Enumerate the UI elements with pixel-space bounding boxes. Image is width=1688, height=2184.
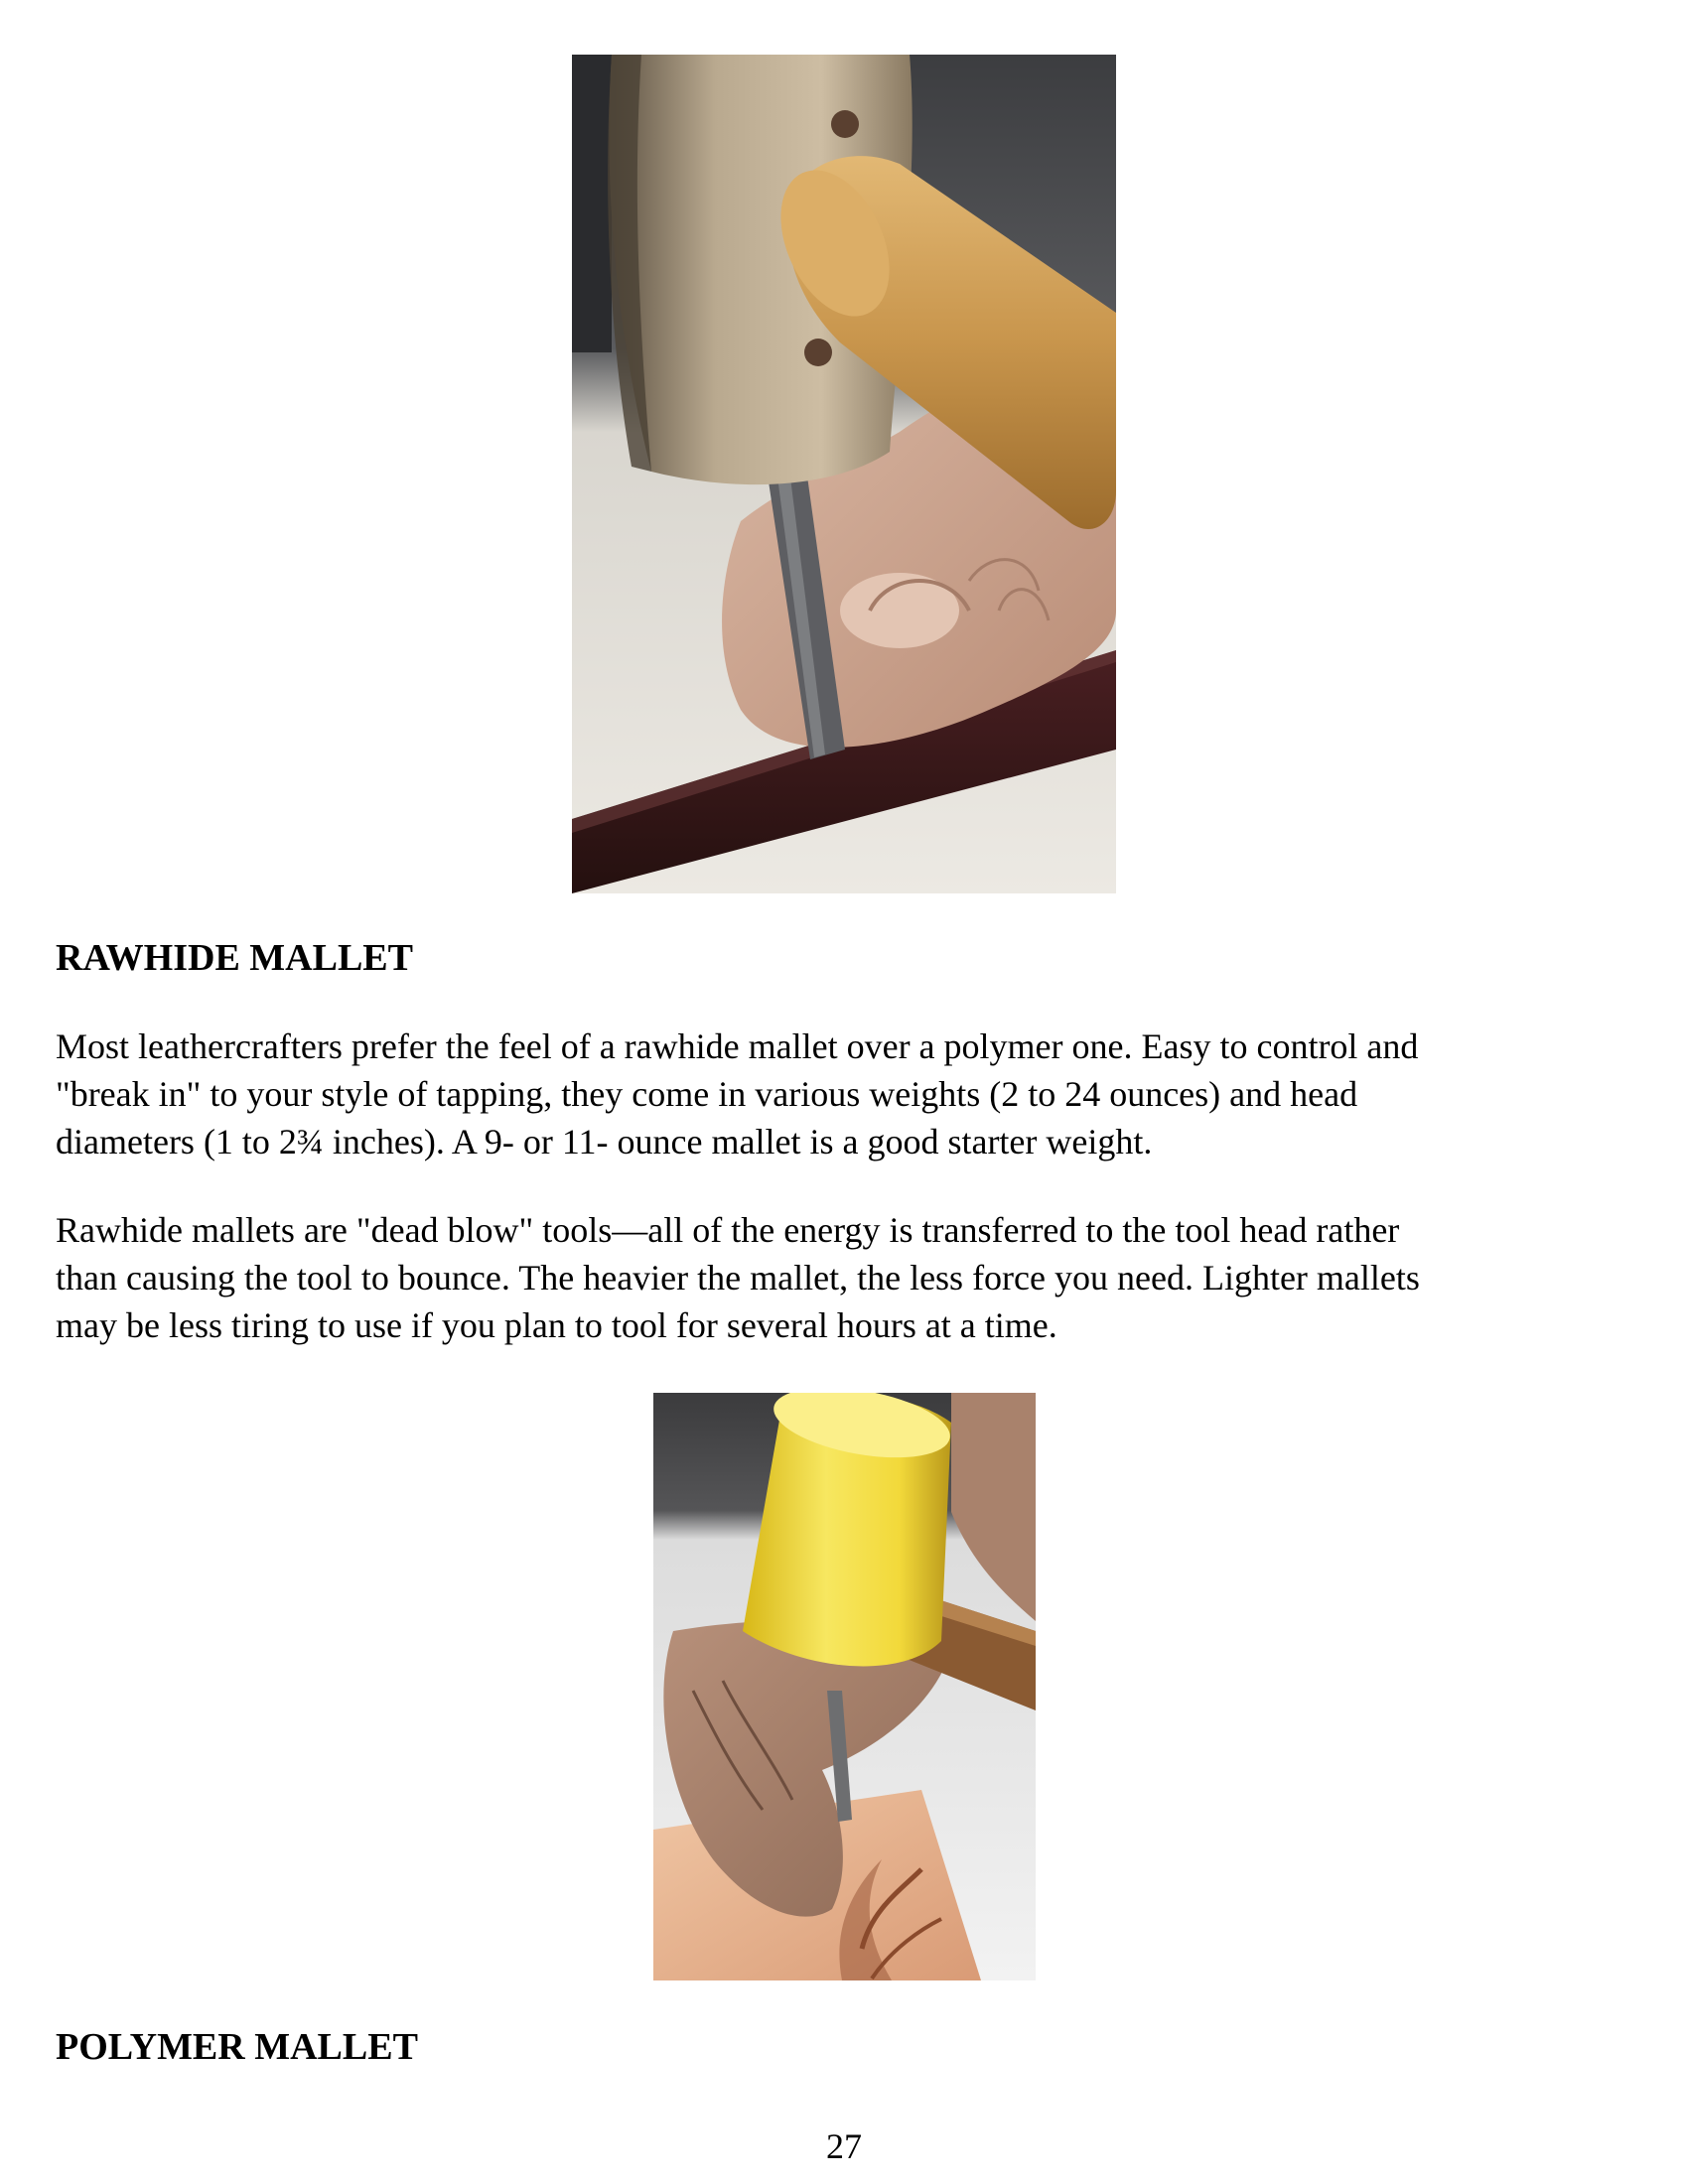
paragraph-line: may be less tiring to use if you plan to tool for several hours at a time. bbox=[56, 1305, 1057, 1345]
paragraph-line: than causing the tool to bounce. The heavier the mallet, the less force you need. Lighter mallets bbox=[56, 1258, 1420, 1297]
paragraph bbox=[56, 1206, 1644, 1349]
paragraph-line: "break in" to your style of tapping, they come in various weights (2 to 24 ounces) and head bbox=[56, 1074, 1358, 1114]
section-heading-rawhide-mallet: RAWHIDE MALLET bbox=[56, 937, 413, 979]
paragraph bbox=[56, 1023, 1644, 1165]
rawhide-mallet-photo bbox=[572, 55, 1116, 893]
polymer-mallet-photo bbox=[653, 1393, 1036, 1980]
paragraph-line: Rawhide mallets are "dead blow" tools—all of the energy is transferred to the tool head rather bbox=[56, 1210, 1400, 1250]
paragraph-line: Most leathercrafters prefer the feel of a rawhide mallet over a polymer one. Easy to control and bbox=[56, 1026, 1419, 1066]
section-heading-polymer-mallet: POLYMER MALLET bbox=[56, 2026, 418, 2068]
paragraph-line: diameters (1 to 2¾ inches). A 9- or 11- ounce mallet is a good starter weight. bbox=[56, 1122, 1153, 1161]
page-number: 27 bbox=[826, 2126, 862, 2166]
